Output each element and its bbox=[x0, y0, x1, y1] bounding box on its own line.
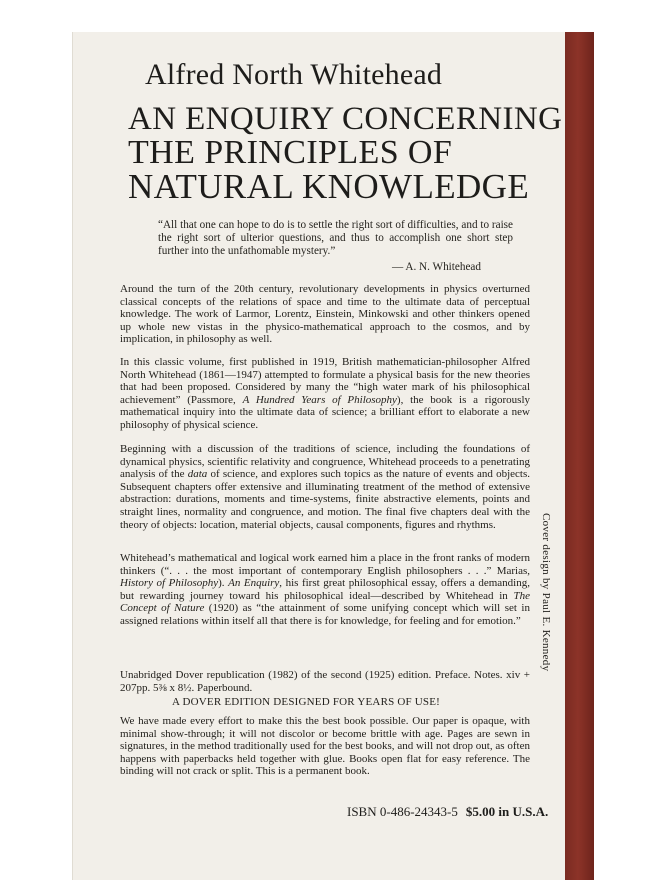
paragraph-text: Beginning with a discussion of the traditions of science, including the foundations of dynamical physics, scientific relativity and congruence, Whitehead proceeds to a penetrating analysis of the bbox=[120, 443, 530, 481]
isbn-number: ISBN 0-486-24343-5 bbox=[347, 804, 458, 819]
isbn-price-line bbox=[347, 804, 548, 820]
title-line-3: NATURAL KNOWLEDGE bbox=[128, 167, 530, 206]
paragraph-text: ), the book is a rigorously mathematical inquiry into the ultimate data of science; a brilliant effort to elaborate a new philosophy of physical science. bbox=[120, 393, 530, 431]
author-name: Alfred North Whitehead bbox=[145, 58, 443, 91]
title-line-2: THE PRINCIPLES OF bbox=[128, 134, 453, 171]
paragraph-text: Whitehead’s mathematical and logical work earned him a place in the front ranks of modern thinkers (“. . . the most important of contemporary English philosophers . . .” Marias, bbox=[120, 552, 530, 577]
dover-guarantee-text: We have made every effort to make this the best book possible. Our paper is opaque, with minimal show-through; it will not discolor or become brittle with age. Pages are sewn in signatures, in the method traditionally used for the best books, and will not drop out, as often happens with paperbacks held together with glue. Books open flat for easy reference. The binding will not crack or split. This is a permanent book. bbox=[120, 715, 530, 778]
price-label: $5.00 in U.S.A. bbox=[465, 804, 549, 819]
dover-heading: A DOVER EDITION DESIGNED FOR YEARS OF USE! bbox=[172, 696, 441, 708]
paragraph-text: Unabridged Dover republication (1982) of the second (1925) edition. Preface. Notes. xiv + 207pp. 5⅜ x 8½. Paperbound. bbox=[120, 669, 530, 694]
paragraph-text: (1920) as “the attainment of some unifying concept which will set in assigned relations within itself all that there is for knowledge, for feeling and for emotion.” bbox=[120, 602, 530, 627]
book-title-italic: The Concept of Nature bbox=[120, 589, 530, 615]
paragraph-text: In this classic volume, first published in 1919, British mathematician-philosopher Alfred North Whitehead (1861—1947) attempted to formulate a physical basis for the new theories that had been proposed. Considered by many the “high water mark of his philosophical achievement” (Passmore, bbox=[120, 356, 530, 406]
title-line-1: AN ENQUIRY CONCERNING bbox=[128, 101, 563, 137]
emphasis-italic: data bbox=[187, 468, 208, 481]
paragraph-text: , his first great philosophical essay, offers a demanding, but rewarding journey toward his philosophical ideal—described by Whitehead in bbox=[120, 577, 530, 602]
paragraph-text: ). bbox=[218, 577, 229, 590]
cover-design-credit: Cover design by Paul E. Kennedy bbox=[540, 513, 552, 672]
description-paragraph-2 bbox=[120, 356, 530, 432]
description-paragraph-1 bbox=[120, 283, 530, 346]
description-paragraph-3 bbox=[120, 443, 530, 531]
edition-details bbox=[120, 669, 530, 694]
epigraph-attribution: — A. N. Whitehead bbox=[392, 261, 481, 273]
paragraph-text: of science, and explores such topics as the nature of events and objects. Subsequent chapters offer extensive and illuminating treatment of the method of extensive abstraction: durations, moments and time-systems, finite abstractive elements, points and straight lines, normality and congruence, and motion. The final five chapters deal with the theory of objects: location, material objects, causal components, figures and rhythms. bbox=[120, 468, 530, 531]
book-spine bbox=[565, 32, 594, 880]
book-title-italic: History of Philosophy bbox=[120, 577, 219, 590]
book-title-italic: A Hundred Years of Philosophy bbox=[242, 393, 397, 406]
description-paragraph-4 bbox=[120, 552, 530, 628]
epigraph-quote: “All that one can hope to do is to settle the right sort of difficulties, and to raise the right sort of ulterior questions, and thus to accomplish one short step further into the unfathomable mystery.” bbox=[158, 219, 513, 257]
book-title-italic: An Enquiry bbox=[228, 577, 280, 590]
paragraph-text: Around the turn of the 20th century, revolutionary developments in physics overturned classical concepts of the relations of space and time to the ultimate data of perceptual knowledge. The work of Larmor, Lorentz, Einstein, Minkowski and other thinkers opened up whole new vistas in the physico-mathematical approach to the cosmos, and by implication, in philosophy as well. bbox=[120, 283, 530, 346]
